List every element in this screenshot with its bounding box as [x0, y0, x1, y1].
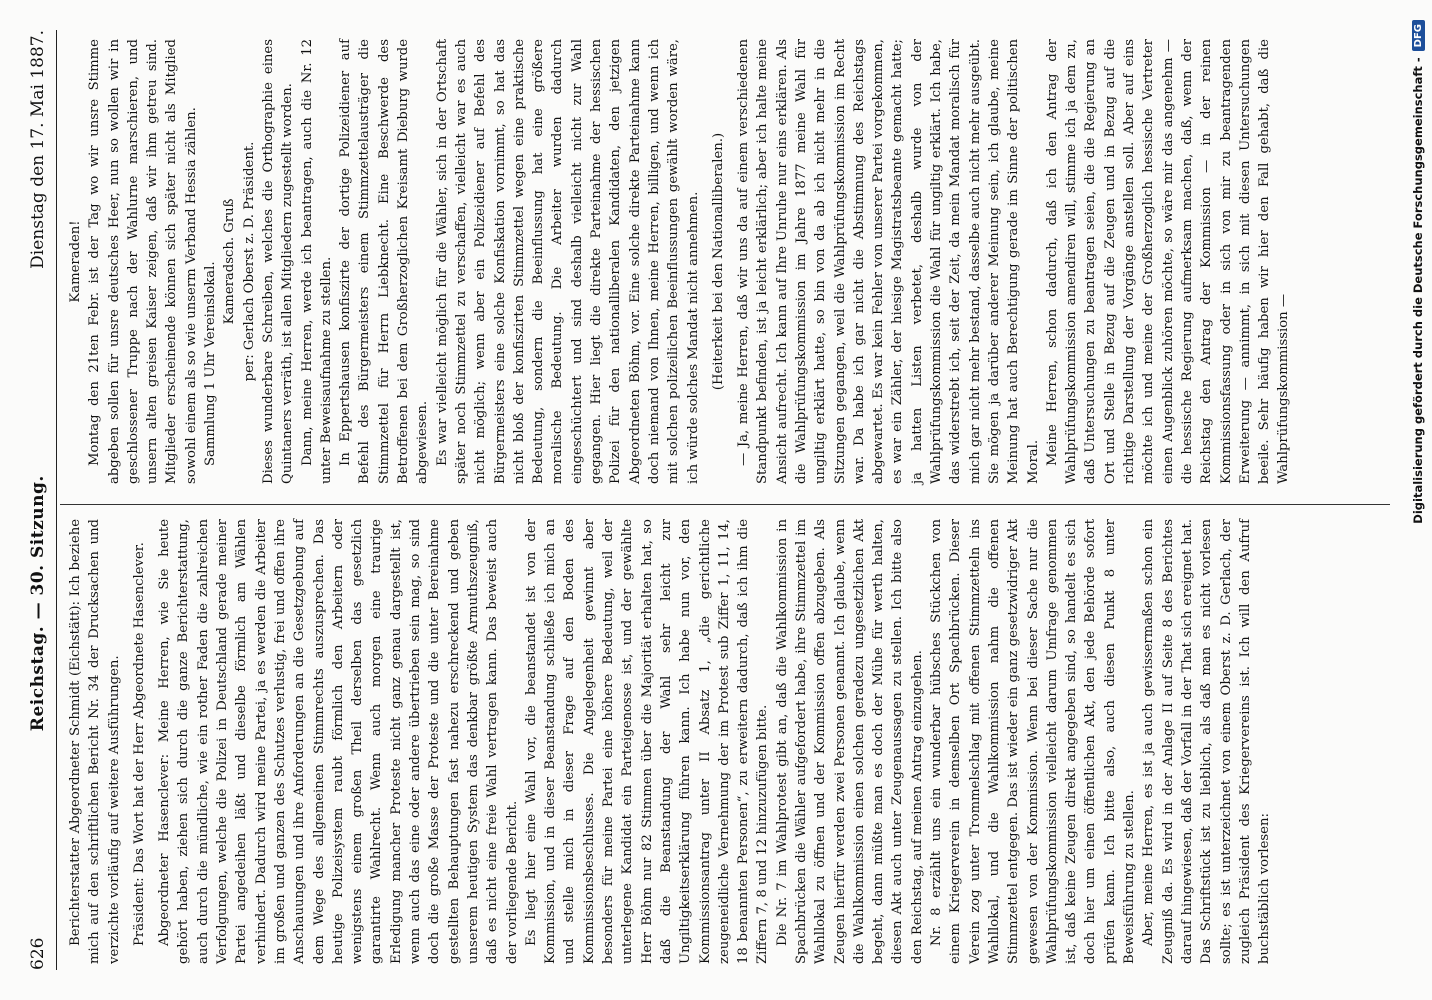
- header-date: Dienstag den 17. Mai 1887.: [28, 30, 48, 269]
- paragraph: Abgeordneter Hasenclever: Meine Herren, wie Sie heute gehört haben, ziehen sich durch die ganze Berichterstattung, auch durch die mündliche, wie ein rother Faden die zahlreichen Verfolgungen, welche die Polizei in Deutschland gerade meiner Partei angedeihen läßt und dieselbe förmlich am Wählen verhindert. Dadurch wird meine Partei, ja es werden die Arbeiter im großen und ganzen des Schutzes verlustig, frei und offen ihre Anschauungen und ihre Anforderungen an die Gesetzgebung auf dem Wege des allgemeinen Stimmrechts auszusprechen. Das heutige Polizeisystem raubt förmlich den Arbeitern oder wenigstens einem großen Theil derselben das gesetzlich garantirte Wahlrecht. Wenn auch morgen eine traurige Erledigung mancher Proteste nicht ganz genau dargestellt ist, wenn auch das eine oder andere übertrieben sein mag, so sind doch die große Masse der Proteste und die unter Bereinahme gestellten Behauptungen fast nahezu erschreckend und geben unserem heutigen System das denkbar größte Armuthszeugniß, daß es nicht eine freie Wahl vertragen kann. Das beweist auch der vorliegende Bericht.: [157, 519, 520, 964]
- quote-signature: per: Gerlach Oberst z. D. Präsident.: [241, 141, 257, 382]
- paragraph: Die Nr. 7 im Wahlprotest gibt an, daß die Wahlkommission in Spachbrücken die Wähler aufgefordert habe, ihre Stimmzettel im Wahllokal zu öffnen und der Kommission offen abzugeben. Als Zeugen hierfür werden zwei Personen genannt. Ich glaube, wenn die Wahlkommission einen solchen geradezu ungesetzlichen Akt begeht, dann müßte man es doch der Mühe für werth halten, diesen Akt auch unter Zeugenaussagen zu stellen. Ich bitte also den Reichstag, auf meinen Antrag einzugehen.: [774, 519, 925, 964]
- paragraph: Es war vielleicht möglich für die Wähler, sich in der Ortschaft später noch Stimmzettel zu verschaffen, vielleicht war es auch nicht möglich; wenn aber ein Polizeidiener auf Befehl des Bürgermeisters eine solche Konfiskation vornimmt, so hat das nicht bloß der konfiszirten Stimmzettel wegen eine praktische Bedeutung, sondern die Beeinflussung hat eine größere moralische Bedeutung. Die Arbeiter wurden dadurch eingeschüchtert und sind deshalb vielleicht nicht zur Wahl gegangen. Hier liegt die direkte Parteinahme der hessischen Polizei für den nationalliberalen Kandidaten, den jetzigen Abgeordneten Böhm, vor. Eine solche direkte Parteinahme kann doch niemand von Ihnen, meine Herren, billigen, und wenn ich mit solchen polizeilichen Beeinflussungen gewählt worden wäre, ich würde solches Mandat nicht annehmen.: [434, 39, 701, 484]
- paragraph: Dieses wunderbare Schreiben, welches die Orthographie eines Quintaners verräth, ist allen Mitgliedern zugestellt worden.: [260, 39, 296, 484]
- paragraph: Präsident: Das Wort hat der Herr Abgeordnete Hasenclever.: [131, 542, 147, 946]
- digitization-credit: [1407, 20, 1429, 980]
- paragraph: Meine Herren, schon dadurch, daß ich den Antrag der Wahlprüfungskommission amendiren will, stimme ich ja dem zu, daß Untersuchungen zu beantragen seien, die die Regierung an Ort und Stelle in Bezug auf die Zeugen und in Bezug auf die richtige Darstellung der Vorgänge anstellen soll. Aber auf eins möchte ich und meine der Großherzoglich hessische Vertreter einen Augenblick zuhören möchte, so wäre mir das angenehm — die hessische Regierung aufmerksam machen, daß, wenn der Reichstag den Antrag der Kommission — in der reinen Kommissionsfassung oder in sich von mir zu beantragenden Erweiterung — annimmt, in sich mit diesen Untersuchungen beeile. Sehr häufig haben wir hier den Fall gehabt, daß die Wahlprüfungskommission —: [1044, 39, 1292, 484]
- column-divider: [60, 504, 1390, 505]
- quote-closing: Kameradsch. Gruß: [222, 198, 238, 325]
- paragraph: Dann, meine Herren, werde ich beantragen, auch die Nr. 12 unter Beweisaufnahme zu stellen.: [299, 39, 334, 484]
- page-number: 626: [28, 937, 48, 970]
- paragraph: In Eppertshausen konfiszirte der dortige Polizeidiener auf Befehl des Bürgermeisters einem Stimmzettelausträger die Stimmzettel für Herrn Liebknecht. Eine Beschwerde des Betroffenen bei dem Großherzoglichen Kreisamt Dieburg wurde abgewiesen.: [338, 39, 431, 484]
- dfg-logo: DFG: [1412, 20, 1425, 51]
- page-header: [28, 30, 52, 970]
- paragraph: Nr. 8 erzählt uns ein wunderbar hübsches Stückchen von einem Kriegerverein in demselben Ort Spachbrücken. Dieser Verein zog unter Trommelschlag mit offenen Stimmzetteln ins Wahllokal, und die Wahlkommission nahm die offenen Stimmzettel entgegen. Das ist wieder ein ganz gesetzwidriger Akt gewesen von der Kommission. Wenn bei dieser Sache nur die Wahlprüfungskommission vielleicht darum Umfrage genommen ist, daß keine Zeugen direkt angegeben sind, so handelt es sich doch hier um einen öffentlichen Akt, den jede Behörde sofort prüfen kann. Ich bitte also, auch diesen Punkt 8 unter Beweisführung zu stellen.: [929, 519, 1138, 964]
- paragraph: Aber, meine Herren, es ist ja auch gewissermaßen schon ein Zeugniß da. Es wird in der Anlage II auf Seite 8 des Berichtes darauf hingewiesen, daß der Vorfall in der That sich ereignet hat. Das Schriftstück ist zu lieblich, als daß man es nicht vorlesen sollte; es ist unterzeichnet von einem Oberst z. D. Gerlach, der zugleich Präsident des Kriegervereins ist. Ich will den Aufruf buchstäblich vorlesen:: [1141, 519, 1273, 964]
- quote-salutation: Kameraden!: [68, 220, 83, 303]
- credit-text: Digitalisierung gefördert durch die Deutsche Forschungsgemeinschaft -: [1411, 57, 1425, 524]
- paragraph: Berichterstatter Abgeordneter Schmidt (Eichstätt): Ich beziehe mich auf den schriftlichen Bericht Nr. 34 der Drucksachen und verzichte vorläufig auf weitere Ausführungen.: [68, 519, 122, 964]
- paragraph: — Ja, meine Herren, daß wir uns da auf einem verschiedenen Standpunkt befinden, ist ja leicht erklärlich; aber ich halte meine Ansicht aufrecht. Ich kann auf Ihre Unruhe nur eins erklären. Als die Wahlprüfungskommission im Jahre 1877 meine Wahl für ungiltig erklärt hatte, so bin von da ab ich nicht mehr in die Sitzungen gegangen, weil die Wahlprüfungskommission im Recht war. Da habe ich gar nicht die Abstimmung des Reichstags abgewartet. Es war kein Fehler von unserer Partei vorgekommen, es war ein Zähler, der hiesige Magistratsbeamte gemacht hatte; ja hatten Listen verbetet, deshalb wurde von der Wahlprüfungskommission die Wahl für ungiltig erklärt. Ich habe, das widerstrebt ich, seit der Zeit, da mein Mandat moralisch für mich gar nicht mehr bestand, dasselbe auch nicht mehr ausgeübt. Sie mögen ja darüber anderer Meinung sein, ich glaube, meine Meinung hat auch Berechtigung gerade im Sinne der politischen Moral.: [736, 39, 1041, 484]
- paragraph: Es liegt hier eine Wahl vor, die beanstandet ist von der Kommission, und in dieser Beanstandung schließe ich mich an und stelle mich in dieser Frage auf den Boden des Kommissionsbeschlusses. Die Angelegenheit gewinnt aber besonders für meine Partei eine höhere Bedeutung, weil der unterlegene Kandidat ein Parteigenosse ist, und der gewählte Herr Böhm nur 82 Stimmen über die Majorität erhalten hat, so daß die Beanstandung der Wahl sehr leicht zur Ungiltigkeitserklärung führen kann. Ich habe nun vor, den Kommissionsantrag unter II Absatz 1, „die gerichtliche zeugeneidliche Vernehmung der im Protest sub Ziffer 1, 11, 14, 18 benannten Personen“, zu erweitern dadurch, daß ich ihm die Ziffern 7, 8 und 12 hinzuzufügen bitte.: [523, 519, 771, 964]
- quote-body: Montag den 21ten Febr. ist der Tag wo wir unsre Stimme abgeben sollen für unsre deutsches Heer, nun so wollen wir in geschlossener Truppe nach der Wahlurne marschieren, und unsern alten greisen Kaiser zeigen, daß wir ihm getreu sind. Mitglieder erscheinende können sich später nicht als Mitglied sowohl einem als so wie unserm Verband Hessia zählen.: [87, 39, 199, 484]
- interjection: (Heiterkeit bei den Nationalliberalen.): [710, 132, 726, 391]
- header-rule: [56, 30, 57, 970]
- left-column: [66, 519, 1274, 964]
- header-title: Reichstag. — 30. Sitzung.: [28, 475, 48, 732]
- right-column: [66, 39, 1294, 484]
- quote-line: Sammlung 1 Uhr Vereinslokal.: [203, 261, 219, 466]
